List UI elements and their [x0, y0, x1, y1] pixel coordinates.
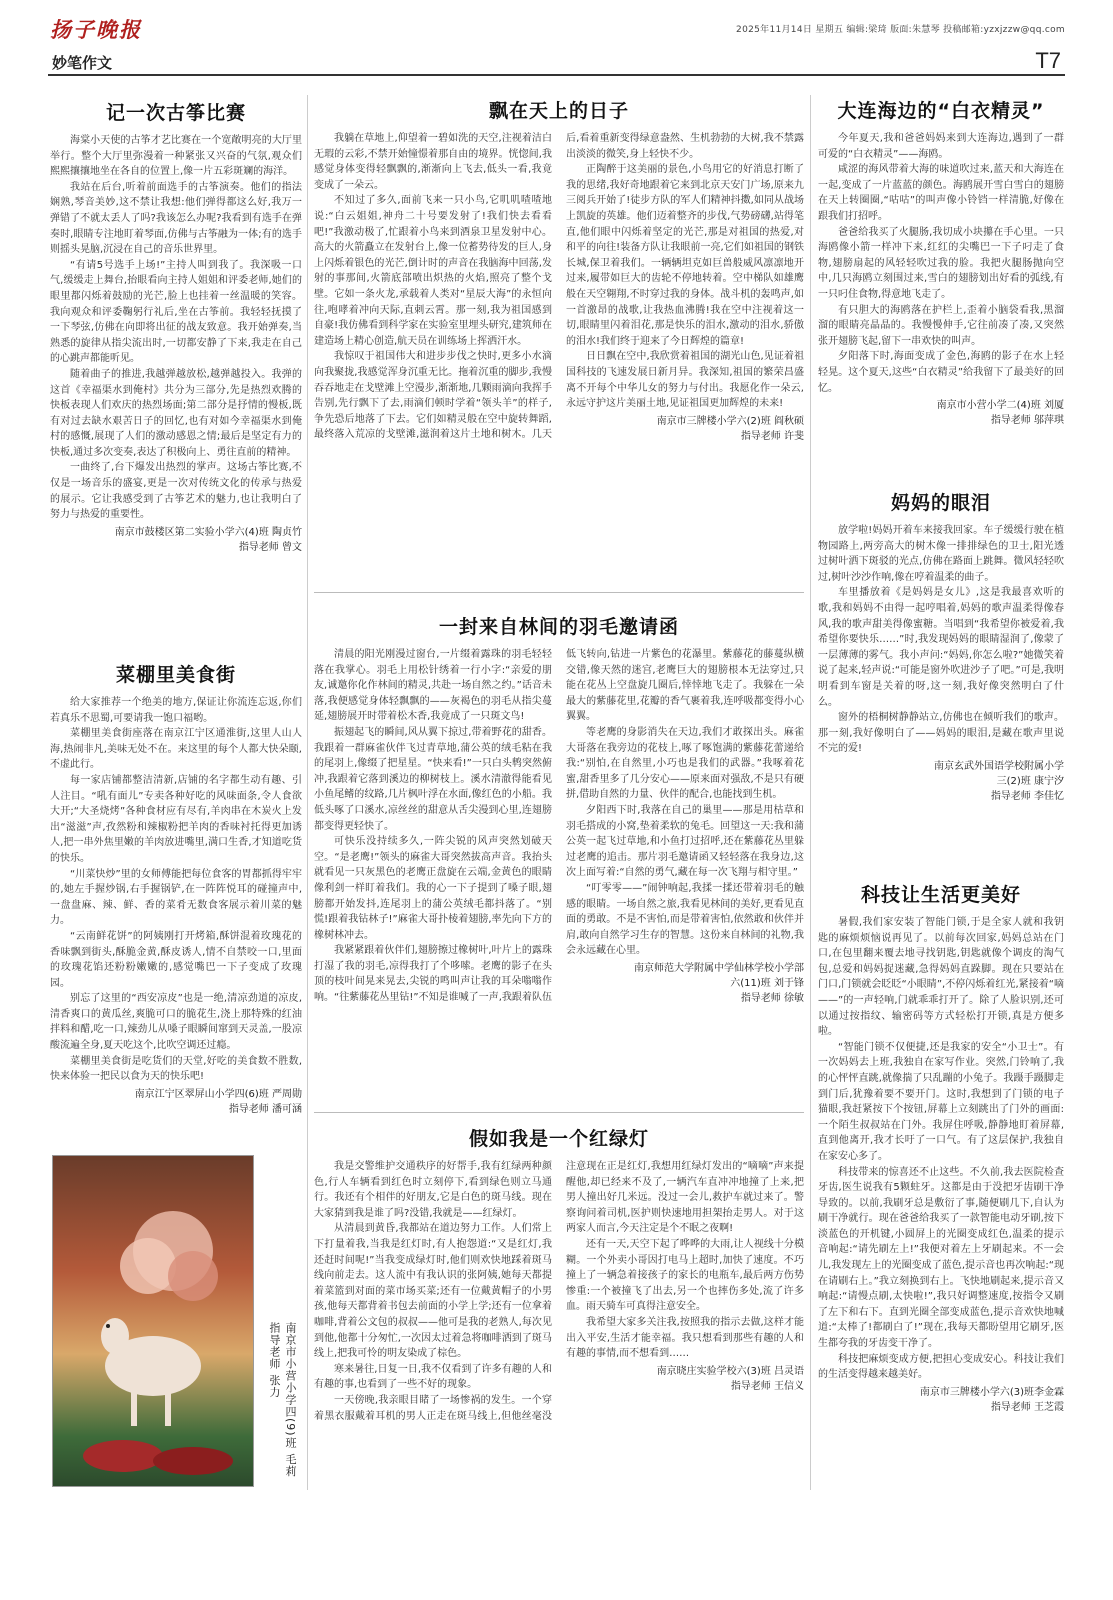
article-title: 菜棚里美食街: [115, 664, 236, 686]
paragraph: 还有一天,天空下起了哗哗的大雨,让人视线十分模糊。一个外卖小哥因打电马上超时,加快了速度。不巧撞上了一辆急着接孩子的家长的电瓶车,最后两方伤势惨重:一个被撞飞了出去,另一个也摔伤多处,流了许多血。雨天骑车可真得注意安全。: [566, 1238, 804, 1313]
article-guzheng: [50, 98, 302, 658]
paragraph: 咸涩的海风带着大海的味道吹过来,蓝天和大海连在一起,变成了一片蓝蓝的颜色。海鸥展开雪白雪白的翅膀在天上转圈圈,“咕咕”的叫声像小铃铛一样清脆,好像在跟我们打招呼。: [818, 164, 1064, 222]
page-header: [0, 0, 1113, 48]
author-line: 南京江宁区翠屏山小学四(6)班 严周勋: [134, 1088, 302, 1100]
painting-author: 南京市小营小学四(9)班 毛莉: [284, 1322, 297, 1478]
author-line: 南京晓庄实验学校六(3)班 吕灵语: [656, 1365, 804, 1377]
article-traffic-light: [314, 1124, 804, 1504]
paragraph: 暑假,我们家安装了智能门锁,于是全家人就和我钥匙的麻烦烦恼说再见了。以前每次回家,妈妈总站在门口,在包里翻来覆去地寻找钥匙,钥匙就像个调皮的淘气包,总爱和妈妈捉迷藏,急得妈妈直跺脚。现在只要站在门口,门锁就会眨眨“小眼睛”,不停闪烁着红光,紧接着“嘀——”的一声轻响,门就乖乖打开了。除了人脸识别,还可以通过按指纹、输密码等方式轻松打开锁,真是方便多啦。: [818, 917, 1064, 1038]
teacher-line: 指导老师 潘可涵: [228, 1103, 302, 1115]
paragraph: 等老鹰的身影消失在天边,我们才敢探出头。麻雀大哥落在我旁边的花枝上,啄了啄饱满的紫藤花蕾递给我:“别怕,在自然里,小巧也是我们的武器。”我啄着花蜜,甜香里多了几分安心——原来面对强敌,不是只有硬拼,借助自然的力量、伙伴的配合,也能找到生机。: [566, 726, 804, 801]
paragraph: 别忘了这里的“西安凉皮”也是一绝,清凉劲道的凉皮,清香爽口的黄瓜丝,爽脆可口的脆花生,浇上那特殊的红油拌料和醋,吃一口,辣劲儿从嗓子眼瞬间窜到天灵盖,一股凉酸流遍全身,夏天吃这个,比吹空调还过瘾。: [50, 993, 302, 1052]
byline: [50, 525, 302, 555]
article-title: 大连海边的“白衣精灵”: [837, 100, 1045, 122]
paragraph: 有只胆大的海鸥落在护栏上,歪着小脑袋看我,黑溜溜的眼睛亮晶晶的。我慢慢伸手,它往前凑了凑,又突然张开翅膀飞起,留下一串欢快的叫声。: [818, 304, 1064, 347]
author-line: 南京市三牌楼小学六(3)班李金霖: [919, 1386, 1064, 1398]
article-seagulls: [818, 96, 1064, 476]
author-line: 南京市三牌楼小学六(2)班 阎秋硕: [656, 415, 804, 427]
teacher-line: 指导老师 许斐: [740, 430, 804, 442]
paragraph: “叮零零——”闹钟响起,我揉一揉还带着羽毛的触感的眼睛。一场自然之旅,我看见林间的美好,更看见直面的勇敢。不是不害怕,而是带着害怕,依然敢和伙伴并肩,敢向自然学习生存的智慧。这份来自林间的礼物,我会永远藏在心里。: [566, 882, 804, 957]
article-body: [50, 133, 302, 523]
painting-illustration: [53, 1156, 253, 1486]
article-body: [314, 647, 804, 1006]
byline: [818, 398, 1064, 428]
article-title: 科技让生活更美好: [860, 884, 1021, 906]
paragraph: 随着曲子的推进,我越弹越放松,越弹越投入。我弹的这首《幸福渠水到俺村》共分为三部分,先是热烈欢腾的快板表现人们欢庆的热烈场面;第二部分是抒情的慢板,既有对过去缺水艰苦日子的回忆,也有对如今幸福渠水到俺村的感慨,展现了人们的激动感恩之情;最后是坚定有力的快板,通过多次变奏,表达了积极向上、勇往直前的精神。: [50, 368, 302, 458]
byline: [566, 1364, 804, 1394]
paragraph: 不知过了多久,面前飞来一只小鸟,它叽叽喳喳地说:“白云姐姐,神舟二十号要发射了!我们快去看看吧!”我激动极了,忙跟着小鸟来到酒泉卫星发射中心。高大的火箭矗立在发射台上,像一位蓄势待发的巨人,身上闪烁着银色的光芒,倒计时的声音在我脑海中回荡,发射的事那间,火箭底部喷出炽热的火焰,照亮了整个戈壁。它如一条火龙,承载着人类对“星辰大海”的永恒向往,咆哮着冲向天际,直刺云霄。那一刻,我为祖国感到自豪!我仿佛看到科学家在实验室里埋头研究,建筑师在建造场上精心创造,航天员在训练场上挥洒汗水。: [314, 195, 552, 347]
article-title: 妈妈的眼泪: [890, 492, 991, 514]
paragraph: 正陶醉于这美丽的景色,小鸟用它的好消息打断了我的思绪,我好奇地跟着它来到北京天安门广场,原来九三阅兵开始了!徒步方队的军人们精神抖擞,如同从战场上凯旋的英雄。他们迈着整齐的步伐,气势磅礴,站得笔直,他们眼中闪烁着坚定的光芒,那是对祖国的热爱,对和平的向往!装备方队让我眼前一亮,它们如祖国的钢铁长城,保卫着我们。一辆辆坦克如巨兽般威风凛凛地开过来,履带如巨大的齿轮不停地转着。空中梯队如雄鹰般在天空翱翔,不时穿过我的身体。战斗机的轰鸣声,如一首激昂的战歌,让我热血沸腾!我在空中注视着这一切,眼睛里闪着泪花,那是快乐的泪水,激动的泪水,骄傲的泪水!我们终于迎来了今日辉煌的篇章!: [566, 164, 804, 347]
paragraph: 菜棚里美食街座落在南京江宁区通淮街,这里人山人海,热闹非凡,美味无处不在。来这里的每个人都大快朵颐,不虚此行。: [50, 728, 302, 771]
paragraph: “川菜快炒”里的女师傅能把每位食客的胃都抓得牢牢的,她左手握炒锅,右手握锅铲,在一阵阵悦耳的碰撞声中,一盘盘麻、辣、鲜、香的菜肴无数食客展示着川菜的魅力。: [50, 868, 302, 927]
paragraph: 每一家店铺都整洁清新,店铺的名字都生动有趣、引人注目。“吼有面儿”专卖各种好吃的风味面条,令人食欲大开;“大圣烧烤”各种食材应有尽有,羊肉串在木炭火上发出“滋滋”声,孜然粉和辣椒粉把羊肉的香味衬托得更加诱人,把一串外焦里嫩的羊肉放进嘴里,满口生香,才知道吃货的快乐。: [50, 774, 302, 864]
column-divider: [810, 95, 811, 1490]
paragraph: 一曲终了,台下爆发出热烈的掌声。这场古筝比赛,不仅是一场音乐的盛宴,更是一次对传统文化的传承与热爱的展示。它让我感受到了古筝艺术的魅力,也让我明白了努力与热爱的重要性。: [50, 462, 302, 521]
article-title: 假如我是一个红绿灯: [468, 1128, 649, 1150]
paragraph: 夕阳落下时,海面变成了金色,海鸥的影子在水上轻轻晃。这个夏天,这些“白衣精灵”给我留下了最美好的回忆。: [818, 351, 1064, 394]
article-sky: [314, 96, 804, 578]
teacher-line: 指导老师 李佳忆: [990, 790, 1064, 802]
paragraph: 振翅起飞的瞬间,风从翼下掠过,带着野花的甜香。我跟着一群麻雀伙伴飞过青草地,蒲公英的绒毛粘在我的尾羽上,像缀了把星星。“快来看!”一只白头鹎突然俯冲,我跟着它落到溪边的柳树枝上。溪水清澈得能看见小鱼尾鳍的纹路,几片枫叶浮在水面,像红色的小船。我低头啄了口溪水,凉丝丝的甜意从舌尖漫到心里,连翅膀都变得更轻快了。: [314, 726, 552, 832]
article-feather: [314, 612, 804, 1107]
article-technology: [818, 880, 1064, 1500]
section-name: 妙笔作文: [52, 54, 113, 72]
page-number: T7: [1035, 48, 1061, 73]
paragraph: 我惊叹于祖国伟大和进步步伐之快时,更多小水滴向我聚拢,我感觉浑身沉重无比。拖着沉重的脚步,我慢吞吞地走在戈壁滩上空漫步,渐渐地,几颗雨滴向我挥手告别,先行飘下了去,雨滴们顿时学着“领头羊”的样子,争先恐后地落了下去。它们如精灵般在空中旋转舞蹈,最终落入荒凉的戈壁滩,滋润着这片土地和树木。几天后,看着重新变得绿意盎然、生机勃勃的大树,我不禁露出淡淡的微笑,身上轻快不少。: [314, 133, 804, 441]
paragraph: 窗外的梧桐树静静站立,仿佛也在倾听我们的歌声。那一刻,我好像明白了——妈妈的眼泪,是藏在歌声里说不完的爱!: [818, 712, 1064, 755]
paragraph: 我站在后台,听着前面选手的古筝演奏。他们的指法娴熟,琴音美妙,这不禁让我想:他们弹得都这么好,我万一弹错了不就太丢人了吗?我该怎么办呢?我看到有选手在弹奏时,眼睛专注地盯着琴面,仿佛与古筝融为一体;有的选手则摇头晃脑,沉浸在自己的音乐世界里。: [50, 181, 302, 256]
paragraph: “云南鲜花饼”的阿姨刚打开烤箱,酥饼混着玫瑰花的香味飘到街头,酥脆金黄,酥皮诱人,情不自禁咬一口,里面的玫瑰花馅还粉粉嫩嫩的,感觉嘴巴一下子变成了玫瑰园。: [50, 930, 302, 989]
divider: [314, 592, 804, 593]
author-line: 南京市小营小学二(4)班 刘厦: [936, 400, 1064, 412]
teacher-line: 指导老师 曾文: [238, 541, 302, 553]
teacher-line: 指导老师 王芝霞: [990, 1401, 1064, 1413]
paragraph: “有请5号选手上场!”主持人叫到我了。我深吸一口气,缓缓走上舞台,抬眼看向主持人姐姐和评委老师,她们的眼里都闪烁着鼓励的光芒,脸上也挂着一丝温暖的笑容。我向观众和评委鞠躬行礼后,坐在古筝前。我轻轻抚摸了一下琴弦,仿佛在向即将出征的战友致意。我开始弹奏,当熟悉的旋律从指尖流出时,一切都安静了下来,我走在自己的心跳声都能听见。: [50, 259, 302, 365]
article-body: [818, 523, 1064, 757]
paragraph: 菜棚里美食街是吃货们的天堂,好吃的美食数不胜数,快来体验一把民以食为天的快乐吧!: [50, 1055, 302, 1083]
column-divider: [307, 95, 308, 1490]
painting-caption: [258, 1322, 298, 1492]
article-title: 记一次古筝比赛: [105, 102, 246, 124]
paragraph: 一天傍晚,我亲眼目睹了一场惨祸的发生。一个穿着黑衣服戴着耳机的男人正走在斑马线上,但他丝毫没注意现在正是红灯,我想用红绿灯发出的“嘀嘀”声来提醒他,却已经来不及了,一辆汽车直冲冲地撞了上来,把男人撞出好几米远。没过一会儿,救护车就过来了。警察询问着司机,医护则快速地用担架抬走男人。对于这两家人而言,今天注定是个不眠之夜啊!: [314, 1161, 804, 1422]
article-body: [314, 1159, 804, 1424]
paragraph: 我紧紧跟着伙伴们,翅膀擦过橡树叶,叶片上的露珠打湿了我的羽毛,凉得我打了个哆嗦。老鹰的影子在头顶的枝叶间晃来晃去,尖锐的鸣叫声让我的耳朵嗡嗡作响。“往紫藤花丛里钻!”不知是谁喊了一声,我跟着队伍低飞转向,钻进一片紫色的花瀑里。紫藤花的藤蔓纵横交错,像天然的迷宫,老鹰巨大的翅膀根本无法穿过,只能在花丛上空盘旋几圈后,悻悻地飞走了。我躲在一朵最大的紫藤花里,花瓣的香气裹着我,连呼吸都变得小心翼翼。: [314, 649, 804, 1004]
paragraph: 科技把麻烦变成方便,把担心变成安心。科技让我们的生活变得越来越美好。: [818, 1353, 1064, 1381]
paragraph: 给大家推荐一个绝美的地方,保证让你流连忘返,你们若真乐不思蜀,可要请我一饱口福哟。: [50, 697, 302, 724]
author-line: 六(11)班 刘于锋: [730, 977, 804, 989]
paragraph: “智能门锁不仅便捷,还是我家的安全“小卫士”。有一次妈妈去上班,我独自在家写作业。突然,门铃响了,我的心怦怦直跳,就像揣了只乱蹦的小兔子。我蹑手蹑脚走到门后,犹豫着要不要开门。这时,我想到了门锁的电子猫眼,我赶紧按下个按钮,屏幕上立刻跳出了门外的画面:一个陌生叔叔站在门外。我屏住呼吸,静静地盯着屏幕,直到他离开,我才长吁了一口气。有了这层保护,我独自在家安心多了。: [818, 1041, 1064, 1162]
issue-meta: 2025年11月14日 星期五 编辑:梁琦 版面:朱慧琴 投稿邮箱:yzxjzzw@qq.com: [736, 25, 1065, 35]
paragraph: 海棠小天使的古筝才艺比赛在一个宽敞明亮的大厅里举行。整个大厅里弥漫着一种紧张又兴奋的气氛,观众们熙熙攘攘地坐在各自的位置上,像一片五彩斑斓的海洋。: [50, 135, 302, 178]
paragraph: 车里播放着《是妈妈是女儿》,这是我最喜欢听的歌,我和妈妈不由得一起哼唱着,妈妈的歌声温柔得像春风,我的歌声甜美得像蜜糖。当唱到“我希望你被爱着,我希望你要快乐……”时,我发现妈妈的眼睛湿润了,像蒙了一层薄薄的雾气。我小声问:“妈妈,你怎么啦?”她微笑着说了起来,轻声说:“可能是窗外吹进沙子了吧。”可是,我明明看到车窗是关着的呀,这一刻,我好像突然明白了什么。: [818, 587, 1064, 708]
paragraph: 我躺在草地上,仰望着一碧如洗的天空,注视着洁白无瑕的云彩,不禁开始憧憬着那自由的境界。恍惚间,我感觉身体变得轻飘飘的,渐渐向上飞去,低头一看,我竟变成了一朵云。: [314, 133, 552, 191]
byline: [566, 414, 804, 444]
paragraph: 放学啦!妈妈开着车来接我回家。车子缓缓行驶在植物园路上,两旁高大的树木像一排排绿色的卫士,阳光透过树叶洒下斑驳的光点,仿佛在路面上跳舞。微风轻轻吹过,树叶沙沙作响,像在哼着温柔的曲子。: [818, 525, 1064, 583]
paragraph: 今年夏天,我和爸爸妈妈来到大连海边,遇到了一群可爱的“白衣精灵”——海鸥。: [818, 133, 1064, 160]
teacher-line: 指导老师 徐敏: [740, 992, 804, 1004]
paragraph: 日日飘在空中,我欣赏着祖国的湖光山色,见证着祖国科技的飞速发展日新月异。我深知,祖国的繁荣昌盛离不开每个中华儿女的努力与付出。我愿化作一朵云,永远守护这片美丽土地,见证祖国更加辉煌的未来!: [566, 351, 804, 410]
article-body: [818, 915, 1064, 1383]
article-food-street: [50, 660, 302, 1145]
student-painting: [52, 1155, 254, 1487]
article-title: 一封来自林间的羽毛邀请函: [438, 616, 679, 638]
divider: [314, 1112, 804, 1113]
paragraph: 爸爸给我买了火腿肠,我切成小块攥在手心里。一只海鸥像小箭一样冲下来,红红的尖嘴巴一下子叼走了食物,翅膀扇起的风轻轻吹过我的脸。我把火腿肠抛向空中,几只海鸥立刻围过来,雪白的翅膀划出好看的弧线,有一只叼住食物,得意地飞走了。: [818, 226, 1064, 300]
article-title: 飘在天上的日子: [488, 100, 629, 122]
school-line: 南京师范大学附属中学仙林学校小学部: [634, 962, 804, 974]
paragraph: 寒来暑往,日复一日,我不仅看到了许多有趣的人和有趣的事,也看到了一些不好的现象。: [314, 1363, 552, 1391]
paragraph: 夕阳西下时,我落在自己的巢里——那是用枯草和羽毛搭成的小窝,垫着柔软的兔毛。回望这一天:我和蒲公英一起飞过草地,和小鱼打过招呼,还在紫藤花丛里躲过老鹰的追击。那片羽毛邀请函又轻轻落在我身边,这次上面写着:“自然的勇气,藏在每一次飞翔与相守里。”: [566, 804, 804, 879]
school-line: 南京玄武外国语学校附属小学: [934, 760, 1064, 772]
section-bar: [48, 50, 1065, 76]
teacher-line: 指导老师 邬萍琪: [990, 415, 1064, 427]
byline: [818, 759, 1064, 804]
paragraph: 我希望大家多关注我,按照我的指示去做,这样才能出入平安,生活才能幸福。我只想看到那些有趣的人和有趣的事情,而不想看到……: [566, 1316, 804, 1360]
paragraph: 我是交警维护交通秩序的好帮手,我有红绿两种颜色,行人车辆看到红色时立刻停下,看到绿色则立马通行。我还有个相伴的好朋友,它是白色的斑马线。现在大家猜到我是谁了吗?没错,我就是——红绿灯。: [314, 1161, 552, 1219]
byline: [818, 1385, 1064, 1415]
article-body: [818, 131, 1064, 396]
article-body: [50, 695, 302, 1085]
article-body: [314, 131, 804, 444]
author-line: 三(2)班 康宁汐: [996, 775, 1064, 787]
paragraph: 可快乐没持续多久,一阵尖锐的风声突然划破天空。“是老鹰!”领头的麻雀大哥突然拔高声音。我抬头就看见一只灰黑色的老鹰正盘旋在云端,金黄色的眼睛像利剑一样盯着我们。我的心一下子提到了嗓子眼,翅膀都开始发抖,连尾羽上的蒲公英绒毛都抖落了。“别慌!跟着我钻林子!”麻雀大哥扑棱着翅膀,率先向下方的橡树林冲去。: [314, 836, 552, 941]
masthead-logo: 扬子晚报: [50, 17, 142, 42]
teacher-line: 指导老师 王信义: [730, 1380, 804, 1392]
byline: [50, 1087, 302, 1117]
article-mom-tears: [818, 488, 1064, 868]
painting-teacher: 指导老师 张力: [268, 1322, 281, 1399]
paragraph: 清晨的阳光刚漫过窗台,一片缀着露珠的羽毛轻轻落在我掌心。羽毛上用松针绣着一行小字:“亲爱的朋友,诚邀你化作林间的精灵,共赴一场自然之约。”话音未落,我便感觉身体轻飘飘的——灰褐色的羽毛从指尖蔓延,翅膀展开时带着松木香,我竟成了一只斑文鸟!: [314, 649, 552, 723]
paragraph: 从清晨到黄昏,我都站在道边努力工作。人们常上下打量着我,当我是红灯时,有人抱怨道:“又是红灯,我还赶时间呢!”当我变成绿灯时,他们则欢快地踩着斑马线向前走去。这人流中有我认识的张阿姨,她每天都提着菜篮到对面的菜市场买菜;还有一位戴黄帽子的小男孩,他每天都背着书包去前面的小学上学;还有一位拿着咖啡,背着公文包的叔叔——他可是我的老熟人,每次见到他,他都十分匆忙,一次因太过着急将咖啡洒到了斑马线上,把我可怜的明友染成了棕色。: [314, 1223, 552, 1360]
byline: [566, 961, 804, 1006]
paragraph: 科技带来的惊喜还不止这些。不久前,我去医院检查牙齿,医生说我有5颗蛀牙。这都是由于没把牙齿刷干净导致的。以前,我刷牙总是敷衍了事,随便刷几下,自认为刷干净就行。现在爸爸给我买了一款智能电动牙刷,按下淡蓝色的开机键,小圆屏上的光圈变成红色,温柔的提示音响起:“请先刷左上!”我便对着左上牙刷起来。不一会儿,我发现左上的光圈变成了蓝色,提示音也再次响起:“现在请刷右上。”我立刻换到右上。飞快地刷起来,提示音又响起:“请慢点刷,太快啦!”,我只好调整速度,按指令又刷了左下和右下。直到光圈全部变成蓝色,提示音欢快地喊道:“太棒了!都刷白了!”现在,我每天都盼望用它刷牙,医生都夸我的牙齿变干净了。: [818, 1166, 1064, 1350]
author-line: 南京市鼓楼区第二实验小学六(4)班 陶贞竹: [114, 526, 302, 538]
